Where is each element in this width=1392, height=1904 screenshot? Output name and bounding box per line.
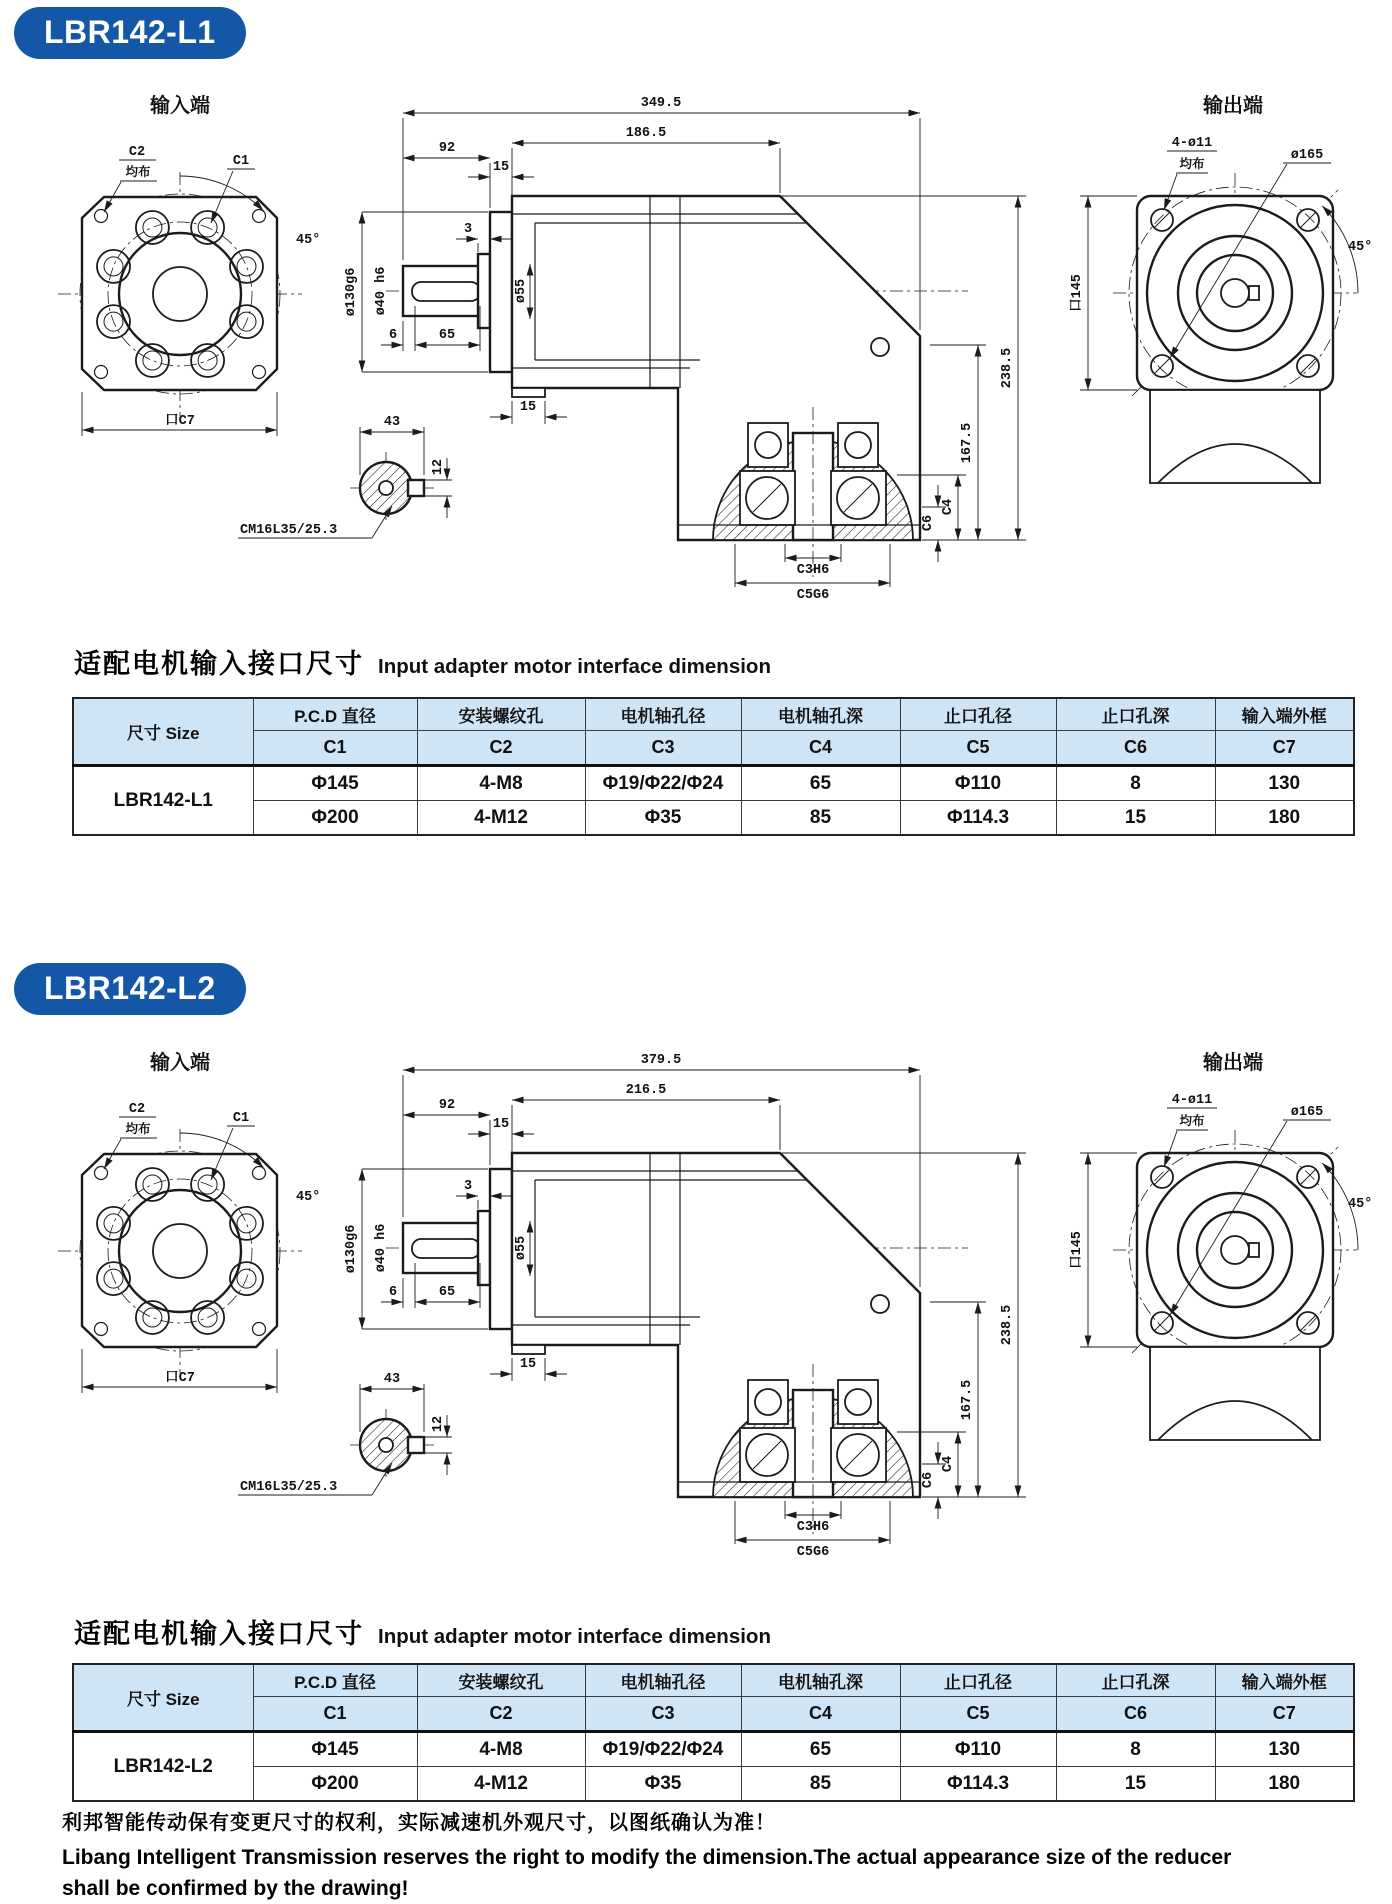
col-header: 止口孔深 <box>1056 698 1215 731</box>
dimension-drawing <box>0 55 1392 600</box>
key-code-label: CM16L35/25.3 <box>240 1480 338 1495</box>
c1-label: C1 <box>232 1111 250 1126</box>
spec-table <box>72 697 1355 836</box>
angle-label: 45° <box>296 233 321 248</box>
col-header: 止口孔深 <box>1056 1664 1215 1697</box>
heading-en: Input adapter motor interface dimension <box>378 655 771 678</box>
cell: 85 <box>741 801 900 836</box>
c7-dim-label: 口C7 <box>165 414 195 429</box>
col-header: 输入端外框 <box>1215 1664 1354 1697</box>
cell: Φ19/Φ22/Φ24 <box>585 1732 741 1767</box>
cell: 130 <box>1215 766 1354 801</box>
size-header-cell: 尺寸 Size <box>73 1664 253 1732</box>
col-code: C6 <box>1056 731 1215 766</box>
col-header: 止口孔径 <box>900 1664 1056 1697</box>
footer-line-en-2: shall be confirmed by the drawing! <box>62 1877 409 1900</box>
cell: 65 <box>741 1732 900 1767</box>
section-heading <box>74 1612 771 1651</box>
col-header: 止口孔径 <box>900 698 1056 731</box>
dimension-drawing <box>0 1012 1392 1557</box>
col-header: 电机轴孔径 <box>585 698 741 731</box>
out-angle-label: 45° <box>1348 240 1373 255</box>
col-code: C6 <box>1056 1697 1215 1732</box>
total-length-dim: 349.5 <box>640 96 682 111</box>
key-section-detail <box>238 1372 452 1495</box>
side-view <box>238 96 1026 600</box>
d3-dim: 3 <box>463 1179 473 1194</box>
col-header: 安装螺纹孔 <box>417 698 585 731</box>
col-code: C2 <box>417 1697 585 1732</box>
col-header: 输入端外框 <box>1215 698 1354 731</box>
dia165-label: ø165 <box>1290 148 1324 163</box>
col-code: C4 <box>741 1697 900 1732</box>
cell: Φ114.3 <box>900 801 1056 836</box>
dia165-label: ø165 <box>1290 1105 1324 1120</box>
col-header: 电机轴孔深 <box>741 1664 900 1697</box>
side-view <box>238 1053 1026 1557</box>
col-code: C5 <box>900 731 1056 766</box>
dia130-dim: ø130g6 <box>344 267 359 317</box>
out-holes-label: 4-ø11 <box>1171 1093 1213 1108</box>
cell: 65 <box>741 766 900 801</box>
out-angle-label: 45° <box>1348 1197 1373 1212</box>
key-height-dim: 12 <box>431 458 446 476</box>
section-heading <box>74 642 771 681</box>
model-badge: LBR142-L2 <box>14 963 246 1015</box>
key-width-dim: 43 <box>383 415 401 430</box>
input-end-label: 输入端 <box>150 1052 210 1074</box>
input-end-label: 输入端 <box>150 95 210 117</box>
cell: Φ35 <box>585 1767 741 1802</box>
output-end-label: 输出端 <box>1203 1052 1263 1074</box>
cell: 8 <box>1056 766 1215 801</box>
key-section-detail <box>238 415 452 538</box>
d92-dim: 92 <box>438 1098 456 1113</box>
cell: 4-M12 <box>417 801 585 836</box>
c6-dim: C6 <box>921 514 936 532</box>
dia130-dim: ø130g6 <box>344 1224 359 1274</box>
cell: Φ200 <box>253 1767 417 1802</box>
spec-table-1-wrap <box>72 697 1355 836</box>
spec-table <box>72 1663 1355 1802</box>
output-end-view <box>1069 93 1372 483</box>
angle-label: 45° <box>296 1190 321 1205</box>
c4-dim: C4 <box>941 498 956 516</box>
col-code: C7 <box>1215 1697 1354 1732</box>
cell: 8 <box>1056 1732 1215 1767</box>
key-height-dim: 12 <box>431 1415 446 1433</box>
col-code: C4 <box>741 731 900 766</box>
key-code-label: CM16L35/25.3 <box>240 523 338 538</box>
c1-label: C1 <box>232 154 250 169</box>
col-header: P.C.D 直径 <box>253 698 417 731</box>
d15-top-dim: 15 <box>492 1117 510 1132</box>
cell: 130 <box>1215 1732 1354 1767</box>
d238-dim: 238.5 <box>1000 347 1015 389</box>
dia55-dim: ø55 <box>514 1235 529 1261</box>
out-evenly-label: 均布 <box>1179 157 1205 171</box>
key-width-dim: 43 <box>383 1372 401 1387</box>
cell: 4-M8 <box>417 766 585 801</box>
heading-en: Input adapter motor interface dimension <box>378 1625 771 1648</box>
d15-side-dim: 15 <box>519 1357 537 1372</box>
col-header: 电机轴孔深 <box>741 698 900 731</box>
size-header-cell: 尺寸 Size <box>73 698 253 766</box>
body-length-dim: 216.5 <box>625 1083 667 1098</box>
col-code: C7 <box>1215 731 1354 766</box>
c6-dim: C6 <box>921 1471 936 1489</box>
cell: Φ145 <box>253 766 417 801</box>
col-code: C3 <box>585 731 741 766</box>
d238-dim: 238.5 <box>1000 1304 1015 1346</box>
footer-line-en-1: Libang Intelligent Transmission reserves the right to modify the dimension.The actual appearance size of the reducer <box>62 1846 1232 1869</box>
cell: Φ145 <box>253 1732 417 1767</box>
c3h6-dim: C3H6 <box>796 1520 830 1535</box>
col-header: 电机轴孔径 <box>585 1664 741 1697</box>
col-code: C1 <box>253 731 417 766</box>
heading-zh: 适配电机输入接口尺寸 <box>74 1619 364 1649</box>
input-end-view <box>58 93 320 436</box>
heading-zh: 适配电机输入接口尺寸 <box>74 649 364 679</box>
cell: Φ200 <box>253 801 417 836</box>
c2-label: C2 <box>128 145 146 160</box>
col-code: C3 <box>585 1697 741 1732</box>
footer-note <box>62 1806 1231 1904</box>
footer-line-zh: 利邦智能传动保有变更尺寸的权利，实际减速机外观尺寸，以图纸确认为准！ <box>62 1812 776 1834</box>
cell: 4-M12 <box>417 1767 585 1802</box>
cell: Φ35 <box>585 801 741 836</box>
col-code: C5 <box>900 1697 1056 1732</box>
cell: 180 <box>1215 801 1354 836</box>
d6-dim: 6 <box>388 328 398 343</box>
c3h6-dim: C3H6 <box>796 563 830 578</box>
dimension-drawing-1 <box>0 55 1392 600</box>
body-length-dim: 186.5 <box>625 126 667 141</box>
out-evenly-label: 均布 <box>1179 1114 1205 1128</box>
cell: Φ110 <box>900 766 1056 801</box>
row-label-cell: LBR142-L1 <box>73 766 253 836</box>
cell: Φ19/Φ22/Φ24 <box>585 766 741 801</box>
d15-top-dim: 15 <box>492 160 510 175</box>
d65-dim: 65 <box>438 1285 456 1300</box>
output-end-label: 输出端 <box>1203 95 1263 117</box>
cell: 85 <box>741 1767 900 1802</box>
row-label-cell: LBR142-L2 <box>73 1732 253 1802</box>
dia55-dim: ø55 <box>514 278 529 304</box>
cell: 180 <box>1215 1767 1354 1802</box>
cell: Φ114.3 <box>900 1767 1056 1802</box>
dia40-dim: ø40 h6 <box>374 266 389 316</box>
d92-dim: 92 <box>438 141 456 156</box>
d15-side-dim: 15 <box>519 400 537 415</box>
cell: 15 <box>1056 1767 1215 1802</box>
d167-dim: 167.5 <box>960 1379 975 1421</box>
col-code: C2 <box>417 731 585 766</box>
sq145-dim: 口145 <box>1070 274 1085 312</box>
dia40-dim: ø40 h6 <box>374 1223 389 1273</box>
c4-dim: C4 <box>941 1455 956 1473</box>
d65-dim: 65 <box>438 328 456 343</box>
cell: 4-M8 <box>417 1732 585 1767</box>
d3-dim: 3 <box>463 222 473 237</box>
evenly-label: 均布 <box>125 1122 151 1136</box>
input-end-view <box>58 1050 320 1393</box>
total-length-dim: 379.5 <box>640 1053 682 1068</box>
cell: 15 <box>1056 801 1215 836</box>
cell: Φ110 <box>900 1732 1056 1767</box>
spec-table-2-wrap <box>72 1663 1355 1802</box>
d6-dim: 6 <box>388 1285 398 1300</box>
evenly-label: 均布 <box>125 165 151 179</box>
col-header: P.C.D 直径 <box>253 1664 417 1697</box>
model-badge: LBR142-L1 <box>14 7 246 59</box>
col-code: C1 <box>253 1697 417 1732</box>
d167-dim: 167.5 <box>960 422 975 464</box>
output-end-view <box>1069 1050 1372 1440</box>
dimension-drawing-2 <box>0 1012 1392 1557</box>
c2-label: C2 <box>128 1102 146 1117</box>
c5g6-dim: C5G6 <box>796 588 830 600</box>
out-holes-label: 4-ø11 <box>1171 136 1213 151</box>
col-header: 安装螺纹孔 <box>417 1664 585 1697</box>
c7-dim-label: 口C7 <box>165 1371 195 1386</box>
c5g6-dim: C5G6 <box>796 1545 830 1557</box>
sq145-dim: 口145 <box>1070 1231 1085 1269</box>
